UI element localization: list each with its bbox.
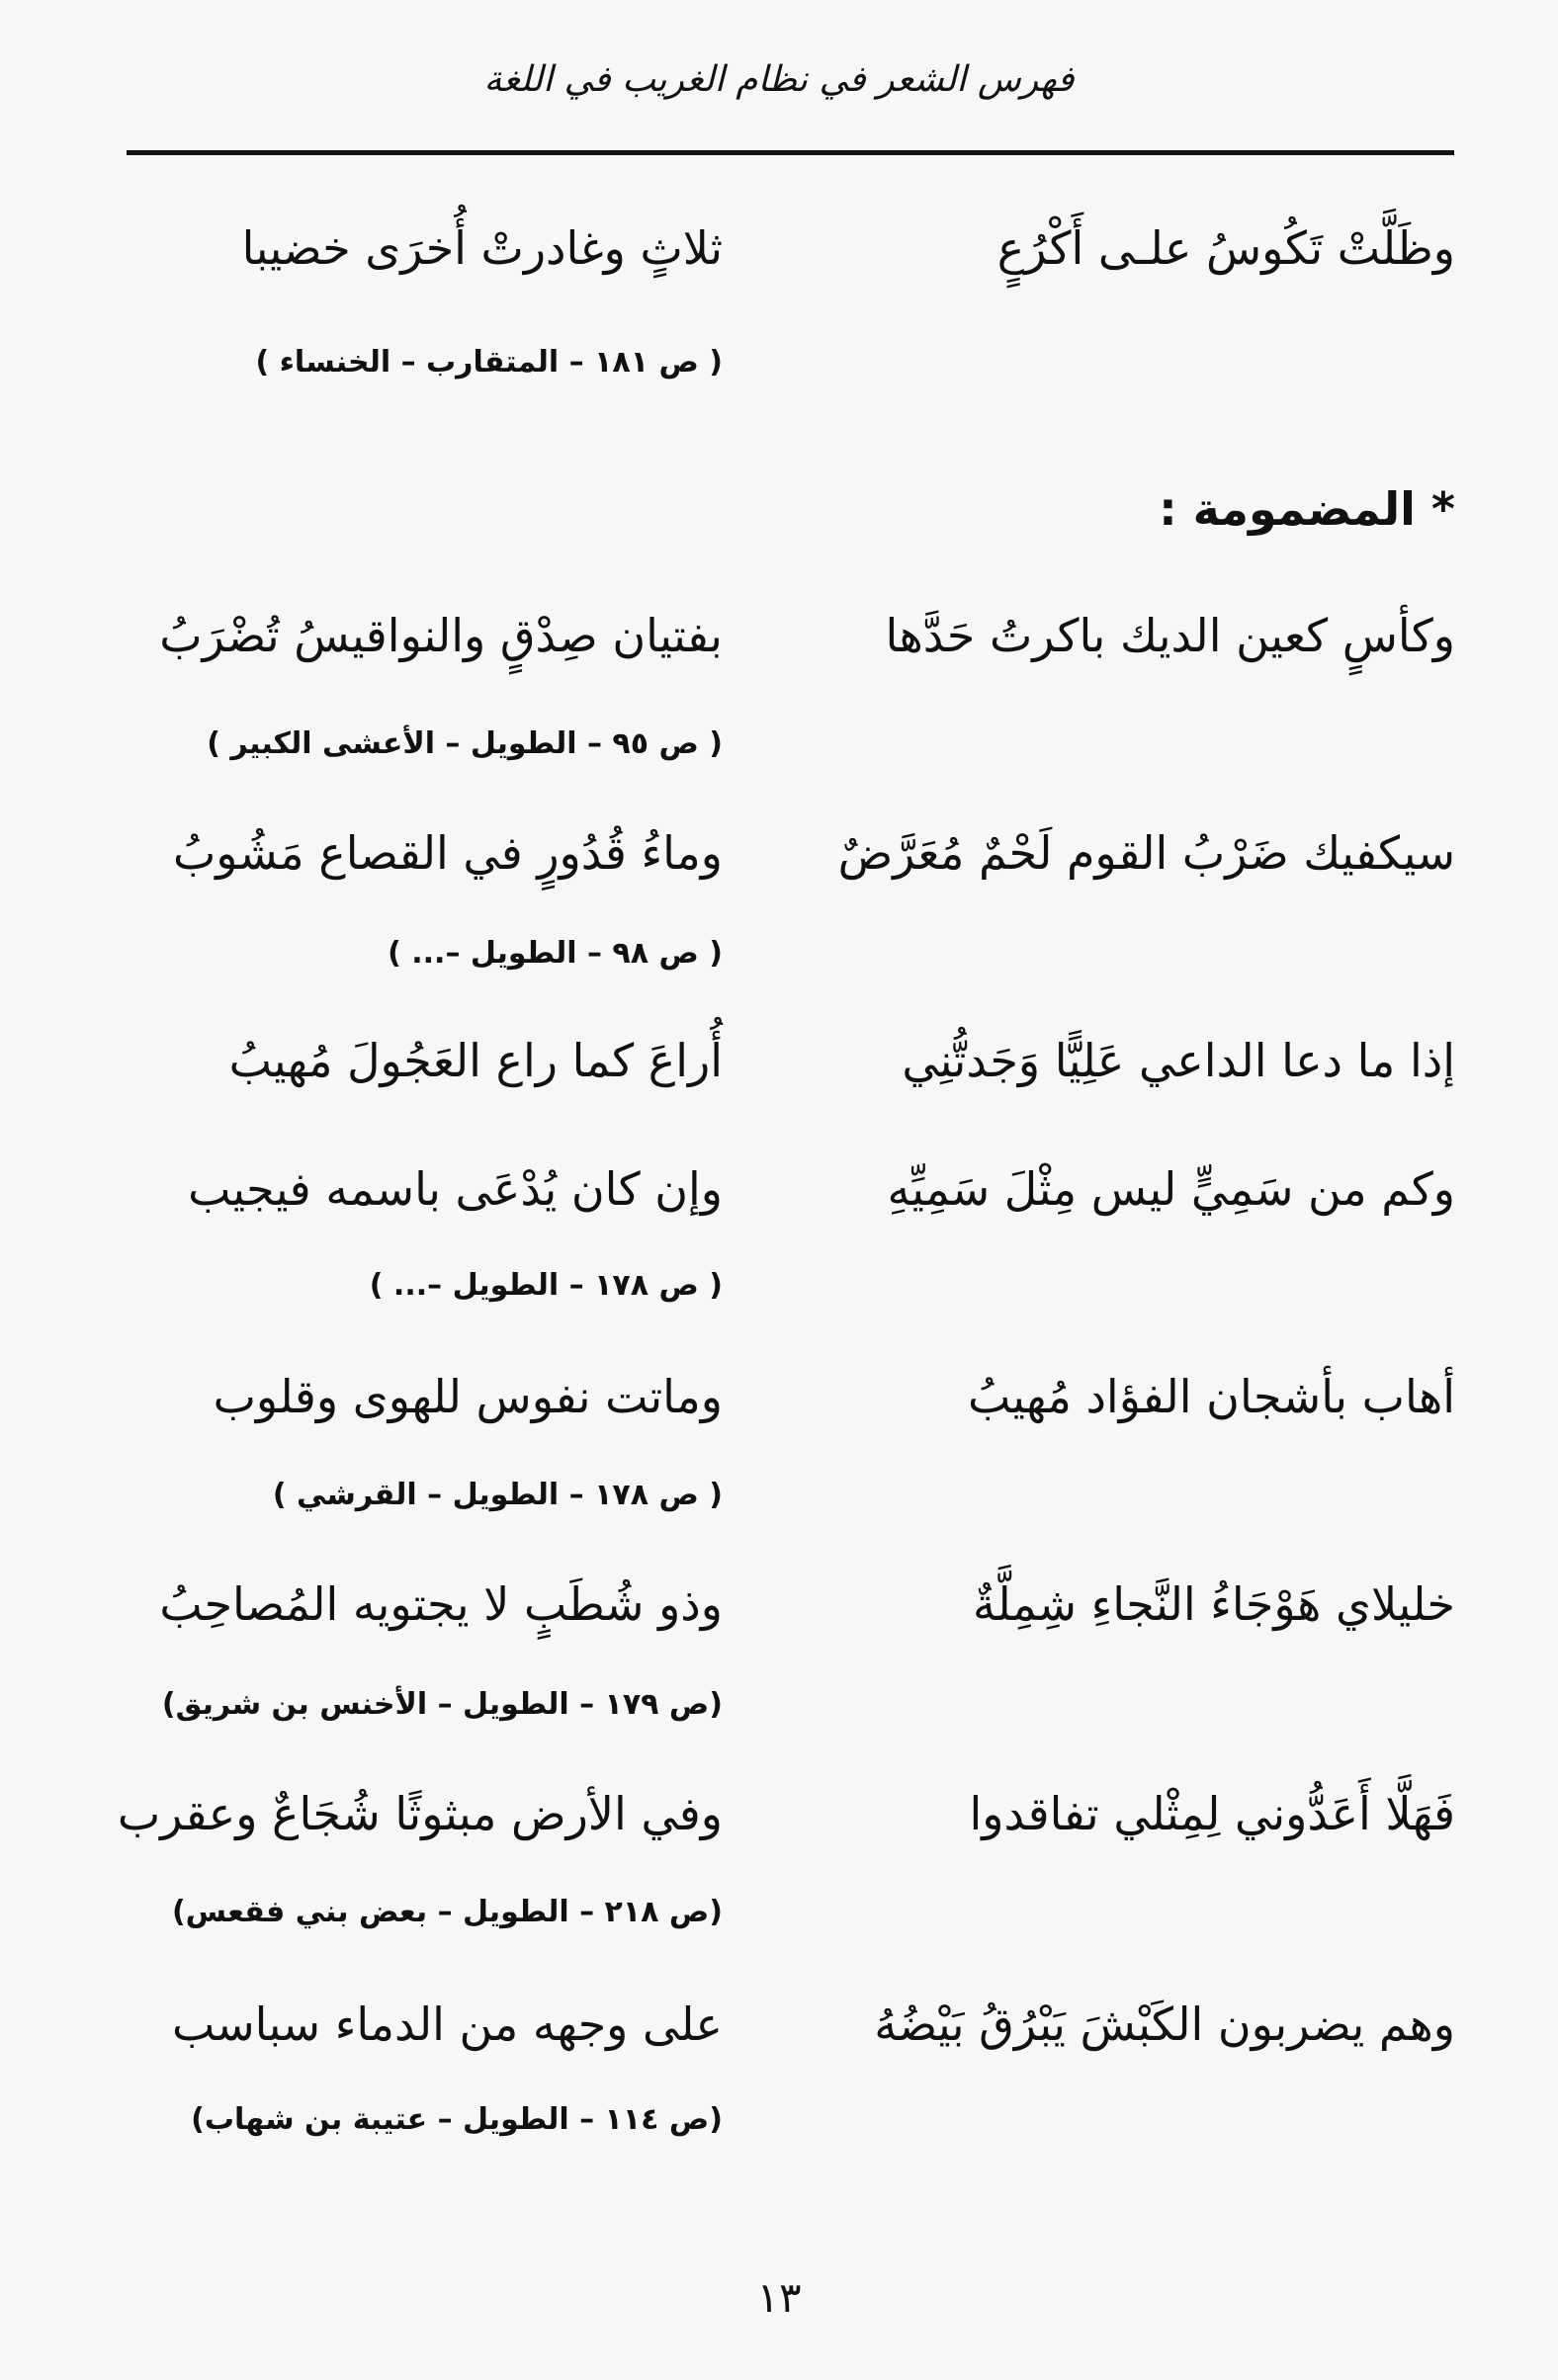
verse-sadr: خليلاي هَوْجَاءُ النَّجاءِ شِمِلَّةٌ (972, 1577, 1455, 1631)
verse-citation: ( ص ١٧٨ – الطويل – القرشي ) (272, 1478, 723, 1512)
verse-ajuz: ثلاثٍ وغادرتْ أُخرَى خضيبا (241, 221, 723, 275)
verse-ajuz: وفي الأرض مبثوثًا شُجَاعٌ وعقرب (117, 1787, 723, 1840)
running-header: فهرس الشعر في نظام الغريب في اللغة (483, 59, 1075, 100)
verse-citation: (ص ١١٤ – الطويل – عتيبة بن شهاب) (191, 2102, 723, 2137)
verse-ajuz: وماءُ قُدُورٍ في القصاع مَشُوبُ (172, 826, 723, 880)
verse-citation: ( ص ١٧٨ – الطويل –... ) (369, 1268, 723, 1303)
verse-sadr: وهم يضربون الكَبْشَ يَبْرُقُ بَيْضُهُ (874, 1998, 1455, 2051)
verse-citation: ( ص ٩٨ – الطويل –... ) (388, 936, 723, 971)
verse-citation: (ص ٢١٨ – الطويل – بعض بني فقعس) (171, 1895, 723, 1929)
verse-sadr: وكأسٍ كعين الديك باكرتُ حَدَّها (885, 609, 1455, 662)
verse-ajuz: وماتت نفوس للهوى وقلوب (213, 1370, 723, 1423)
verse-sadr: سيكفيك ضَرْبُ القوم لَحْمٌ مُعَرَّضٌ (837, 826, 1455, 880)
verse-citation: (ص ١٧٩ – الطويل – الأخنس بن شريق) (161, 1687, 723, 1722)
verse-ajuz: أُراعَ كما راع العَجُولَ مُهيبُ (228, 1034, 723, 1087)
verse-sadr: وكم من سَمِيٍّ ليس مِثْلَ سَمِيِّهِ (887, 1162, 1455, 1216)
page-number: ١٣ (756, 2273, 802, 2322)
verse-sadr: فَهَلَّا أَعَدُّوني لِمِثْلي تفاقدوا (969, 1787, 1455, 1840)
verse-sadr: وظَلَّتْ تَكُوسُ علـى أَكْرُعٍ (996, 221, 1455, 275)
verse-sadr: إذا ما دعا الداعي عَلِيًّا وَجَدتُّنِي (902, 1034, 1455, 1087)
verse-ajuz: وإن كان يُدْعَى باسمه فيجيب (188, 1162, 723, 1216)
verse-ajuz: وذو شُطَبٍ لا يجتويه المُصاحِبُ (159, 1577, 723, 1631)
section-heading: * المضمومة : (1159, 482, 1455, 536)
verse-citation: ( ص ٩٥ – الطويل – الأعشى الكبير ) (207, 726, 723, 761)
verse-ajuz: على وجهه من الدماء سباسب (171, 1998, 723, 2051)
verse-ajuz: بفتيان صِدْقٍ والنواقيسُ تُضْرَبُ (159, 609, 723, 662)
verse-citation: ( ص ١٨١ – المتقارب – الخنساء ) (255, 345, 723, 380)
header-rule (127, 150, 1454, 155)
verse-sadr: أهاب بأشجان الفؤاد مُهيبُ (967, 1370, 1455, 1423)
